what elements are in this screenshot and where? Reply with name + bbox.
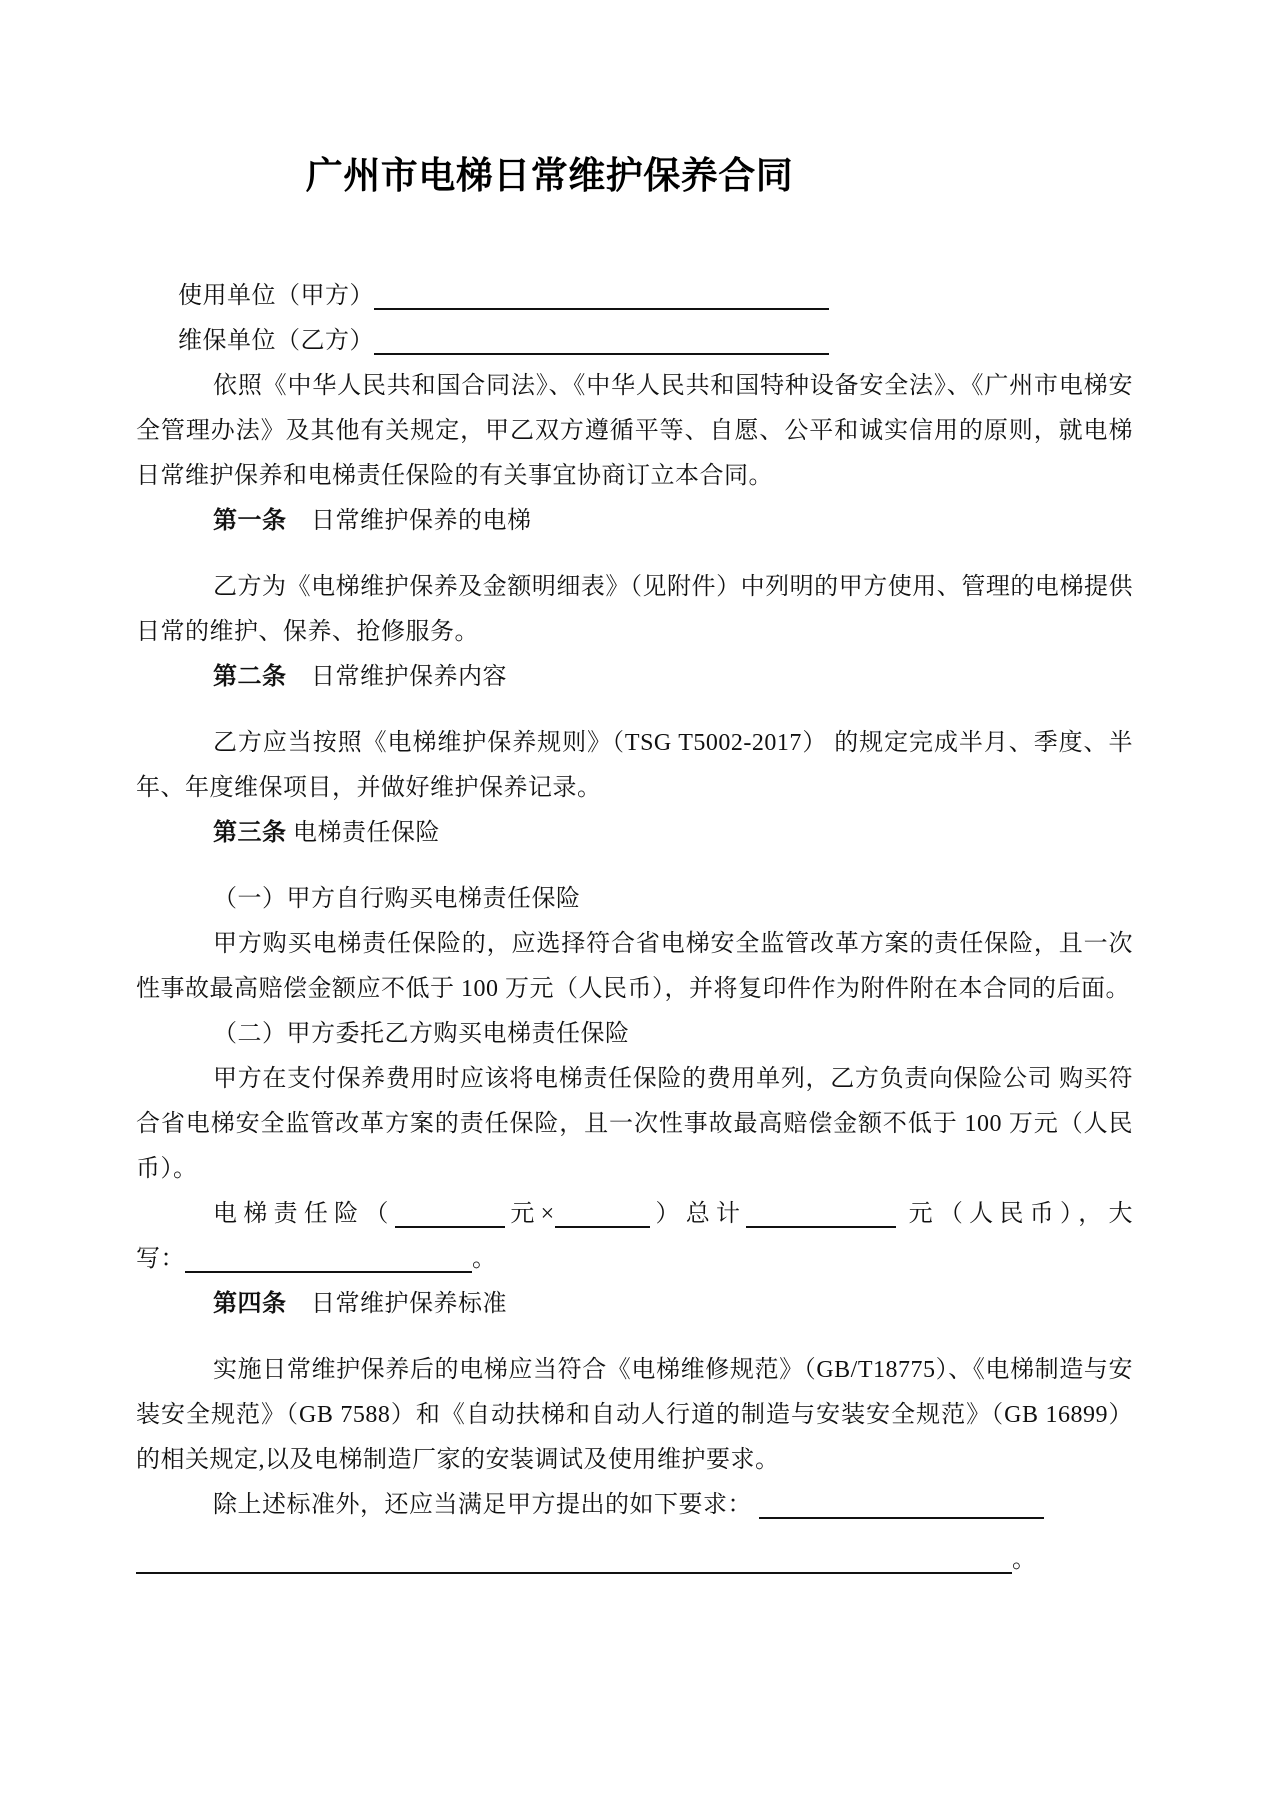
additional-requirements-blank-2 [136,1542,1012,1574]
article-1-paragraph [136,565,1133,655]
additional-requirements-line [136,1483,1133,1528]
article-1-heading [136,499,1133,544]
additional-requirements-period: 。 [1012,1547,1037,1573]
insurance-unit-price-blank [395,1196,505,1228]
article-3-item-1-paragraph [136,922,1133,1012]
capital-amount-label: 写： [136,1246,185,1272]
contract-body [136,274,1133,1583]
field-line-party-b [136,319,1133,364]
capital-amount-period: 。 [472,1246,497,1272]
preamble-text: 依照《中华人民共和国合同法》、《中华人民共和国特种设备安全法》、《广州市电梯安全管理办法》及其他有关规定，甲乙双方遵循平等、自愿、公平和诚实信用的原则，就电梯日常维护保养和电梯责任保险的有关事宜协商订立本合同。 [136,373,1133,489]
party-b-label: 维保单位（乙方） [178,328,374,354]
article-3-heading [136,811,1133,856]
article-1-text: 乙方为《电梯维护保养及金额明细表》（见附件）中列明的甲方使用、管理的电梯提供日常的维护、保养、抢修服务。 [136,574,1133,645]
insurance-multiplier-label: 元× [504,1201,555,1227]
article-4-title: 日常维护保养标准 [286,1291,507,1317]
article-3-item-2-text: 甲方在支付保养费用时应该将电梯责任保险的费用单列，乙方负责向保险公司 购买符合省电梯安全监管改革方案的责任保险，且一次性事故最高赔偿金额不低于 100 万元（人民币）。 [136,1066,1133,1182]
preamble-paragraph [136,364,1133,499]
article-2-paragraph [136,721,1133,811]
article-4-heading [136,1282,1133,1327]
field-line-party-a [136,274,1133,319]
insurance-total-label: ）总计 [649,1201,747,1227]
party-a-label: 使用单位（甲方） [178,283,374,309]
article-2-title: 日常维护保养内容 [286,664,507,690]
insurance-quantity-blank [555,1196,650,1228]
article-2-number: 第二条 [213,664,287,690]
article-3-item-2-paragraph [136,1057,1133,1192]
insurance-total-blank [746,1196,896,1228]
contract-title: 广州市电梯日常维护保养合同 [305,155,794,196]
insurance-amount-prefix: 电梯责任险（ [213,1201,395,1227]
article-3-item-2-subheading [136,1012,1133,1057]
article-1-title: 日常维护保养的电梯 [286,508,532,534]
party-b-blank [374,323,829,355]
party-a-blank [374,278,829,310]
article-4-number: 第四条 [213,1291,287,1317]
article-4-text: 实施日常维护保养后的电梯应当符合《电梯维修规范》（GB/T18775）、《电梯制造与安装安全规范》（GB 7588）和《自动扶梯和自动人行道的制造与安装安全规范》（GB 16899）的相关规定,以及电梯制造厂家的安装调试及使用维护要求。 [136,1357,1133,1473]
article-2-heading [136,655,1133,700]
article-3-title: 电梯责任保险 [286,820,440,846]
insurance-capital-amount-blank [185,1241,472,1273]
insurance-amount-capital-line [136,1237,1133,1282]
additional-requirements-blank [759,1487,1044,1519]
article-3-number: 第三条 [213,820,287,846]
article-4-paragraph [136,1348,1133,1483]
additional-requirements-label: 除上述标准外，还应当满足甲方提出的如下要求： [213,1492,759,1518]
article-2-text: 乙方应当按照《电梯维护保养规则》（TSG T5002-2017） 的规定完成半月、季度、半年、年度维保项目，并做好维护保养记录。 [136,730,1133,801]
insurance-amount-line [136,1192,1133,1237]
article-3-item-1-subheading [136,877,1133,922]
article-3-item-1-title: （一）甲方自行购买电梯责任保险 [213,886,581,912]
insurance-currency-label: 元（人民币），大 [896,1201,1134,1227]
article-3-item-2-title: （二）甲方委托乙方购买电梯责任保险 [213,1021,630,1047]
article-1-number: 第一条 [213,508,287,534]
article-3-item-1-text: 甲方购买电梯责任保险的，应选择符合省电梯安全监管改革方案的责任保险，且一次性事故最高赔偿金额应不低于 100 万元（人民币），并将复印件作为附件附在本合同的后面。 [136,931,1133,1002]
additional-requirements-continuation-line [136,1538,1133,1583]
